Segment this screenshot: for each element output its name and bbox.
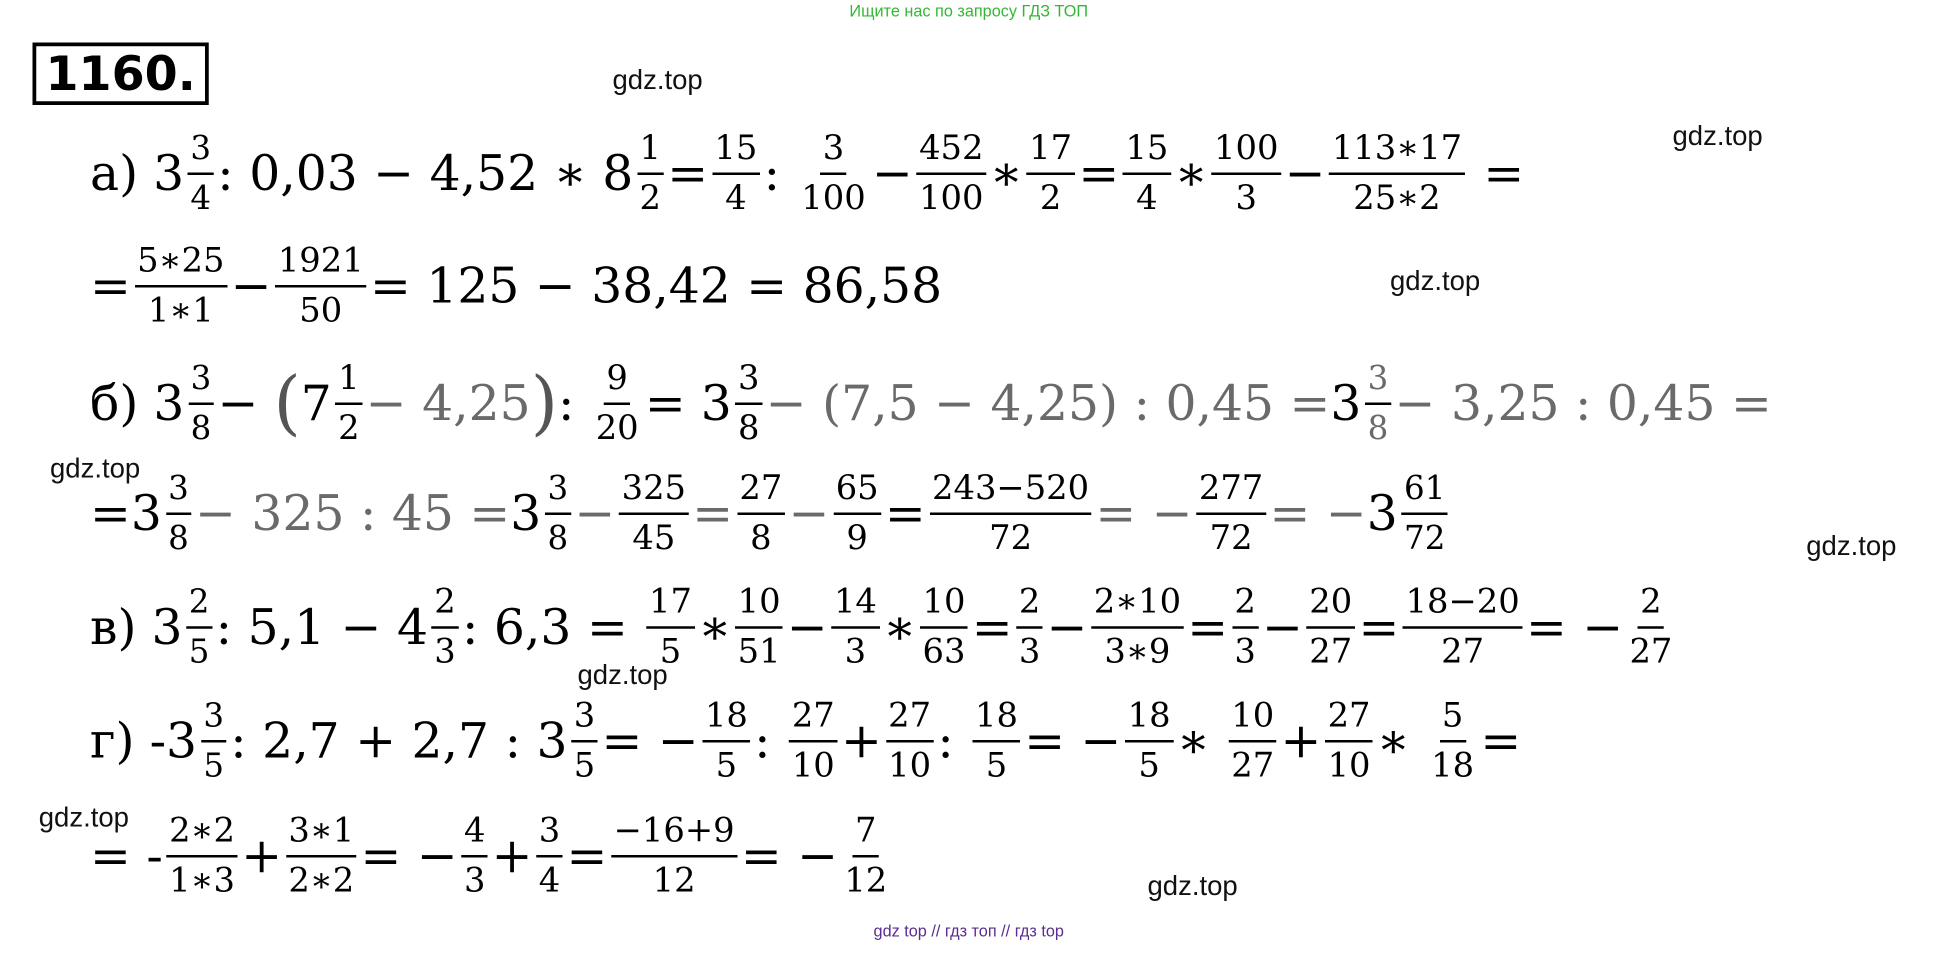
operator: = [566, 828, 608, 885]
numerator: 7 [853, 813, 879, 858]
operator: = − [1095, 485, 1193, 542]
denominator: 63 [922, 632, 966, 672]
mixed-number [153, 360, 217, 448]
fraction [736, 360, 762, 448]
numerator: 1921 [275, 243, 366, 288]
operator: : [937, 713, 954, 770]
operator: + [491, 828, 533, 885]
fraction [1325, 698, 1373, 786]
denominator: 10 [1327, 746, 1371, 785]
operator: − [871, 145, 913, 202]
numerator: 452 [917, 130, 986, 175]
fraction [286, 813, 357, 901]
denominator: 45 [632, 518, 676, 558]
fraction [1196, 470, 1265, 558]
denominator: 1∗3 [169, 861, 235, 900]
numerator: 18−20 [1403, 584, 1522, 629]
fraction [973, 698, 1021, 786]
denominator: 4 [725, 178, 747, 218]
whole-part: 3 [1330, 375, 1362, 432]
expression-text: : 5,1 − 4 [215, 599, 429, 656]
denominator: 5 [1138, 746, 1160, 785]
whole-part: 3 [153, 375, 185, 432]
denominator: 10 [888, 746, 932, 785]
watermark: gdz.top [577, 658, 668, 690]
numerator: 3 [571, 698, 597, 743]
fraction [611, 813, 737, 901]
expression-text: − 325 : 45 = [195, 485, 511, 542]
denominator: 27 [1629, 632, 1673, 672]
denominator: 8 [1367, 410, 1389, 448]
numerator: 1 [637, 130, 663, 175]
whole-part: 3 [151, 599, 183, 656]
fraction [930, 470, 1092, 558]
operator: = [884, 485, 926, 542]
operator: − [574, 485, 616, 542]
numerator: 100 [1212, 130, 1281, 175]
fraction [712, 130, 760, 218]
numerator: 243−520 [930, 470, 1092, 515]
numerator: 3∗1 [286, 813, 357, 858]
watermark: gdz.top [612, 63, 703, 95]
expression-text: = 125 − 38,42 = 86,58 [369, 258, 943, 315]
denominator: 5 [188, 633, 210, 672]
numerator: 4 [461, 813, 487, 858]
watermark: gdz.top [1806, 530, 1897, 562]
operator: = [644, 375, 686, 432]
numerator: 14 [831, 584, 879, 629]
numerator: 113∗17 [1329, 130, 1464, 175]
denominator: 5 [985, 746, 1008, 785]
fraction [166, 470, 192, 558]
numerator: 17 [1027, 130, 1075, 175]
denominator: 72 [1209, 518, 1253, 558]
numerator: 277 [1196, 470, 1265, 515]
operator: ∗ [989, 145, 1023, 202]
denominator: 5 [715, 746, 738, 785]
numerator: −16+9 [611, 813, 737, 858]
numerator: 15 [712, 130, 760, 175]
denominator: 12 [844, 861, 888, 900]
operator: ∗ [1176, 713, 1211, 770]
denominator: 18 [1431, 746, 1475, 785]
fraction [917, 130, 986, 218]
operator: ∗ [883, 599, 917, 656]
left-paren: ( [273, 362, 301, 444]
operator: = [1480, 713, 1522, 770]
denominator: 2 [338, 408, 360, 448]
denominator: 3 [1234, 632, 1256, 672]
fraction [1016, 584, 1042, 672]
fraction [135, 243, 227, 331]
numerator: 9 [604, 360, 630, 405]
operator: = − [1269, 485, 1367, 542]
denominator: 8 [190, 410, 212, 448]
watermark: gdz.top [1672, 120, 1763, 152]
fraction [920, 584, 968, 672]
fraction [545, 470, 571, 558]
fraction [637, 130, 663, 218]
denominator: 3 [1235, 178, 1257, 218]
denominator: 50 [299, 291, 343, 330]
denominator: 8 [738, 408, 760, 448]
solution-b-line-1 [90, 360, 1772, 448]
denominator: 3∗9 [1104, 632, 1171, 672]
operator: = [1078, 145, 1120, 202]
watermark: gdz.top [1390, 265, 1481, 297]
fraction [1027, 130, 1075, 218]
problem-number: 1160. [33, 43, 209, 106]
operator: = − [360, 828, 458, 885]
operator: = [1358, 599, 1400, 656]
operator: : [558, 375, 575, 432]
whole-part: 3 [130, 485, 162, 542]
numerator: 20 [1307, 584, 1355, 629]
denominator: 25∗2 [1353, 178, 1441, 218]
numerator: 2 [1016, 584, 1042, 629]
fraction [1125, 698, 1173, 786]
fraction [702, 698, 750, 786]
solution-b-line-2 [90, 470, 1452, 558]
numerator: 27 [1325, 698, 1373, 743]
operator: = [90, 485, 131, 542]
fraction [1429, 698, 1477, 786]
numerator: 325 [619, 470, 688, 515]
fraction [1123, 130, 1171, 218]
operator: = [1187, 599, 1229, 656]
numerator: 3 [1365, 360, 1391, 405]
fraction [275, 243, 366, 331]
fraction [1402, 470, 1448, 558]
fraction [886, 698, 934, 786]
whole-part: 3 [1366, 485, 1398, 542]
denominator: 9 [846, 518, 868, 558]
fraction [1232, 584, 1258, 672]
fraction [1627, 584, 1675, 672]
operator: ∗ [1174, 145, 1208, 202]
fraction [432, 584, 458, 672]
fraction [188, 130, 214, 218]
denominator: 2 [639, 178, 662, 218]
denominator: 51 [737, 632, 781, 672]
operator: = − [601, 713, 699, 770]
operator: = [667, 145, 709, 202]
numerator: 3 [188, 360, 214, 405]
fraction [1307, 584, 1355, 672]
numerator: 18 [702, 698, 750, 743]
fraction [833, 470, 881, 558]
denominator: 5 [573, 746, 596, 785]
numerator: 3 [166, 470, 192, 515]
fraction [1403, 584, 1522, 672]
numerator: 3 [201, 698, 227, 743]
fraction [789, 698, 837, 786]
operator: − [217, 375, 259, 432]
numerator: 17 [647, 584, 695, 629]
numerator: 18 [1125, 698, 1173, 743]
fraction [536, 813, 562, 901]
mixed-number [510, 470, 574, 558]
operator: = − [1525, 599, 1624, 656]
denominator: 5 [659, 632, 682, 672]
numerator: 2 [1232, 584, 1258, 629]
denominator: 100 [801, 178, 866, 218]
operator: : [763, 145, 781, 202]
denominator: 4 [1136, 178, 1158, 218]
operator: + [1280, 713, 1322, 770]
fraction [461, 813, 487, 901]
numerator: 2∗2 [167, 813, 238, 858]
expression-text: : 6,3 = [461, 599, 628, 656]
operator: + [841, 713, 882, 770]
operator: − [1262, 599, 1304, 656]
denominator: 100 [919, 178, 984, 218]
operator: = [971, 599, 1013, 656]
fraction [186, 584, 212, 672]
numerator: 10 [735, 584, 783, 629]
numerator: 2∗10 [1091, 584, 1183, 629]
mixed-number [153, 130, 217, 218]
operator: = − [1024, 713, 1122, 770]
numerator: 3 [545, 470, 571, 515]
whole-part: 3 [510, 485, 542, 542]
fraction [336, 360, 362, 448]
operator: − [230, 258, 272, 315]
numerator: 3 [536, 813, 562, 858]
operator: = [90, 258, 131, 315]
numerator: 1 [336, 360, 362, 405]
numerator: 27 [737, 470, 785, 515]
operator: = − [740, 828, 839, 885]
denominator: 5 [203, 747, 225, 785]
mixed-number [151, 584, 215, 672]
denominator: 72 [1404, 520, 1446, 558]
numerator: 2 [186, 584, 212, 629]
solution-g-line-1 [90, 698, 1521, 786]
expression-text: : 2,7 + 2,7 : 3 [230, 713, 568, 770]
footer-watermark: gdz top // гдз топ // гдз top [873, 921, 1064, 940]
denominator: 1∗1 [147, 291, 214, 330]
fraction [619, 470, 688, 558]
whole-part: 7 [300, 375, 332, 432]
denominator: 27 [1309, 632, 1353, 672]
denominator: 10 [791, 746, 835, 785]
numerator: 2 [432, 584, 458, 629]
numerator: 2 [1638, 584, 1664, 629]
part-label: г) [90, 713, 135, 770]
numerator: 15 [1123, 130, 1171, 175]
operator: = [692, 485, 734, 542]
operator: ∗ [698, 599, 732, 656]
operator: − [1284, 145, 1326, 202]
fraction [737, 470, 785, 558]
operator: − [788, 485, 830, 542]
part-label: а) [90, 145, 139, 202]
denominator: 3 [844, 632, 867, 672]
fraction [571, 698, 597, 786]
operator: + [241, 828, 283, 885]
numerator: 5 [1439, 698, 1465, 743]
solution-v-line [90, 584, 1679, 672]
operator: = - [90, 828, 163, 885]
fraction [1212, 130, 1281, 218]
fraction [201, 698, 227, 786]
mixed-number [1330, 360, 1394, 448]
mixed-number [1367, 470, 1452, 558]
denominator: 4 [538, 861, 561, 900]
denominator: 2∗2 [288, 861, 355, 900]
whole-part: 3 [700, 375, 732, 432]
fraction [647, 584, 695, 672]
fraction [842, 813, 890, 901]
solution-a-line-1 [90, 130, 1524, 218]
expression-text: − (7,5 − 4,25) : 0,45 = [765, 375, 1331, 432]
fraction [593, 360, 641, 448]
solution-a-line-2 [90, 243, 942, 331]
numerator: 27 [789, 698, 837, 743]
numerator: 65 [833, 470, 881, 515]
fraction [1229, 698, 1277, 786]
numerator: 27 [886, 698, 934, 743]
denominator: 27 [1441, 632, 1485, 672]
right-paren: ) [530, 362, 559, 444]
fraction [1329, 130, 1464, 218]
numerator: 5∗25 [135, 243, 227, 288]
numerator: 3 [188, 130, 214, 175]
denominator: 8 [750, 518, 772, 558]
fraction [831, 584, 879, 672]
fraction [799, 130, 868, 218]
mixed-number [131, 470, 195, 558]
watermark: gdz.top [38, 801, 129, 833]
expression-text: : 0,03 − 4,52 ∗ 8 [217, 145, 634, 202]
operator: = [1483, 145, 1525, 202]
operator: − [786, 599, 828, 656]
denominator: 20 [595, 408, 639, 448]
denominator: 2 [1039, 178, 1062, 218]
expression-text: − 4,25 [365, 375, 531, 432]
fraction [167, 813, 238, 901]
watermark: gdz.top [1147, 870, 1238, 902]
denominator: 4 [190, 180, 212, 218]
denominator: 27 [1231, 746, 1275, 785]
denominator: 3 [463, 861, 486, 900]
numerator: 10 [1229, 698, 1277, 743]
fraction [735, 584, 783, 672]
solution-g-line-2 [90, 813, 894, 901]
search-hint: Ищите нас по запросу ГДЗ ТОП [849, 1, 1089, 20]
denominator: 8 [547, 520, 569, 558]
fraction [1091, 584, 1183, 672]
fraction [1365, 360, 1391, 448]
part-label: в) [90, 599, 137, 656]
denominator: 3 [434, 632, 456, 672]
operator: − [1046, 599, 1088, 656]
numerator: 3 [736, 360, 762, 405]
whole-part: -3 [149, 713, 198, 770]
watermark: gdz.top [50, 452, 141, 484]
numerator: 3 [820, 130, 846, 175]
numerator: 61 [1402, 470, 1448, 515]
fraction [188, 360, 214, 448]
expression-text: − 3,25 : 0,45 = [1394, 375, 1772, 432]
denominator: 8 [168, 520, 189, 558]
numerator: 18 [973, 698, 1021, 743]
numerator: 10 [920, 584, 968, 629]
denominator: 72 [989, 518, 1033, 558]
mixed-number [150, 698, 231, 786]
operator: : [754, 713, 771, 770]
whole-part: 3 [153, 145, 185, 202]
operator: ∗ [1376, 713, 1410, 770]
denominator: 12 [652, 861, 696, 900]
part-label: б) [90, 375, 139, 432]
denominator: 3 [1018, 632, 1041, 672]
